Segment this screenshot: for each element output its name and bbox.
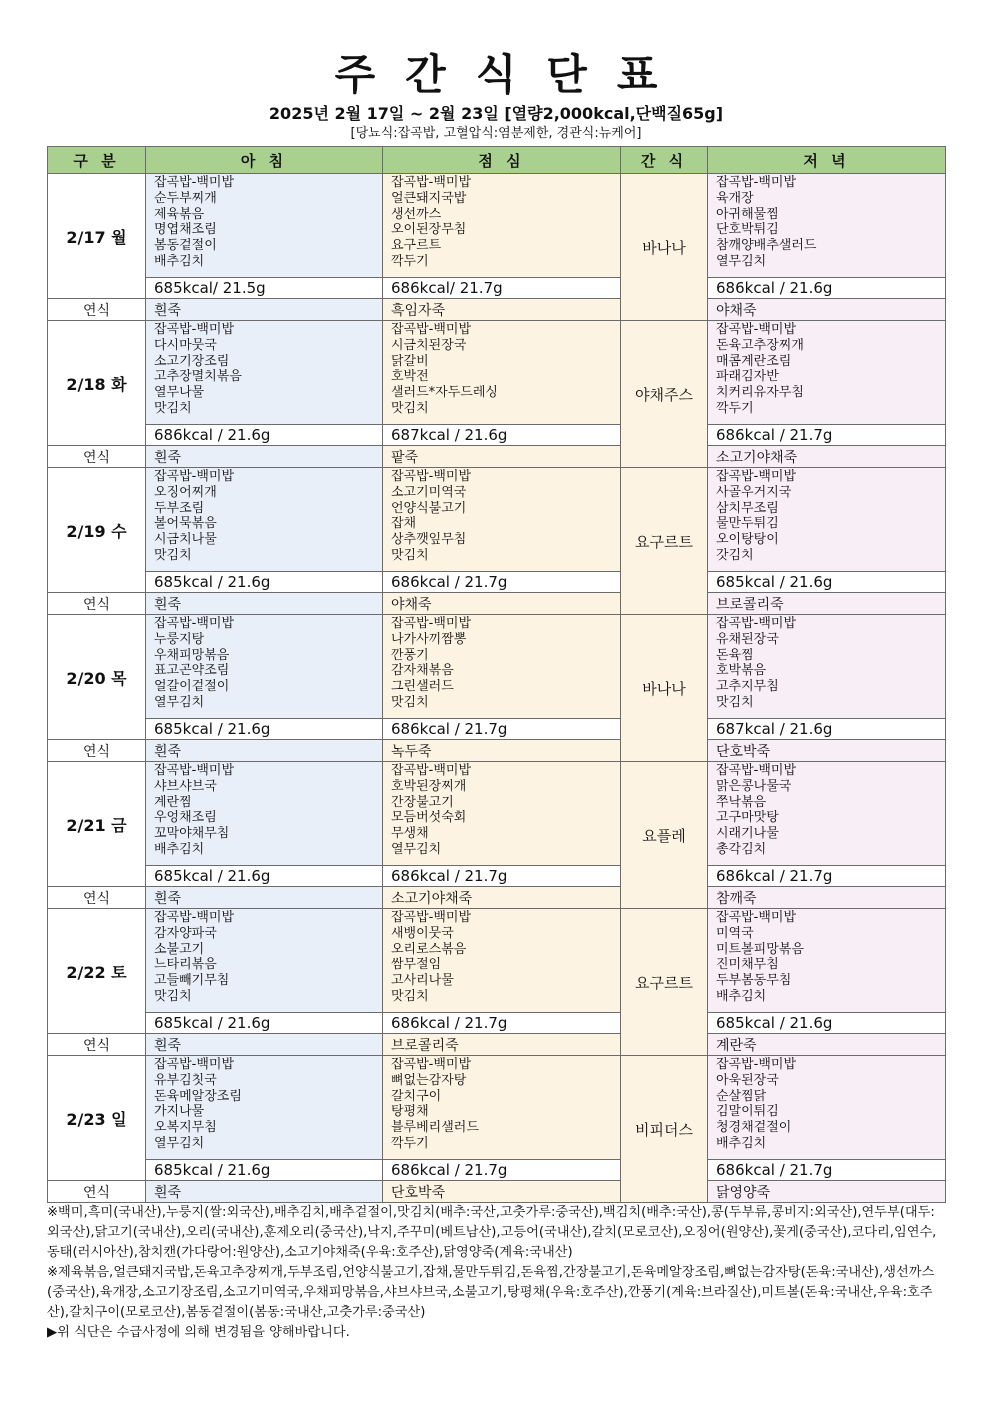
dinner-items — [708, 1056, 946, 1160]
dinner-kcal: 685kcal / 21.6g — [708, 1013, 946, 1034]
menu-item: 누룽지탕 — [154, 631, 205, 647]
lunch-soft: 녹두죽 — [383, 740, 621, 762]
menu-item: 열무나물 — [154, 385, 205, 401]
menu-item: 미역국 — [716, 925, 754, 941]
menu-item: 돈육고추장찌개 — [716, 337, 804, 353]
menu-item: 샐러드*자두드레싱 — [391, 385, 498, 401]
menu-item: 열무김치 — [391, 841, 442, 857]
dinner-soft: 소고기야채죽 — [708, 446, 946, 468]
menu-item: 맑은콩나물국 — [716, 778, 792, 794]
dinner-items — [708, 909, 946, 1013]
menu-item: 시금치된장국 — [391, 337, 467, 353]
dinner-kcal: 686kcal / 21.7g — [708, 1160, 946, 1181]
menu-item: 잡곡밥-백미밥 — [154, 763, 235, 778]
origin-note-1: ※백미,흑미(국내산),누룽지(쌀:외국산),배추김치,배추겉절이,맛김치(배추:국산,고춧가루:중국산),백김치(배추:국산),콩(두부류,콩비지:외국산),연두부(대두:외국산),닭고기(국내산),오리(국내산),훈제오리(중국산),낙지,주꾸미(베트남산),고등어(국내산),갈치(모로코산),오징어(원양산),꽃게(중국산),코다리,임연수,동태(러시아산),참치캔(가다랑어:원양산),소고기야채죽(우육:호주산),닭영양죽(계육:국내산) — [47, 1205, 937, 1260]
lunch-items — [383, 909, 621, 1013]
menu-item: 모듬버섯숙회 — [391, 810, 467, 826]
menu-item: 시금치나물 — [154, 532, 217, 548]
period-subtitle: 2025년 2월 17일 ~ 2월 23일 [열량2,000kcal,단백질65g] — [268, 104, 724, 123]
breakfast-kcal: 685kcal / 21.6g — [146, 572, 383, 593]
menu-item: 그린샐러드 — [391, 679, 454, 695]
day-menu-row — [48, 468, 946, 572]
menu-item: 단호박튀김 — [716, 222, 779, 238]
menu-item: 소고기미역국 — [391, 484, 467, 500]
menu-item: 생선까스 — [391, 206, 442, 222]
menu-item: 잡곡밥-백미밥 — [154, 1057, 235, 1072]
dinner-kcal: 686kcal / 21.7g — [708, 425, 946, 446]
menu-item: 맛김치 — [154, 988, 192, 1004]
menu-item: 맛김치 — [391, 400, 429, 416]
menu-item: 오징어찌개 — [154, 484, 217, 500]
menu-item: 닭갈비 — [391, 353, 429, 369]
dinner-soft: 단호박죽 — [708, 740, 946, 762]
menu-table — [47, 146, 946, 1203]
dinner-items — [708, 321, 946, 425]
day-kcal-row — [48, 866, 946, 887]
menu-item: 상추깻잎무침 — [391, 532, 467, 548]
header-row — [48, 147, 946, 174]
dinner-items — [708, 468, 946, 572]
menu-item: 잡곡밥-백미밥 — [716, 1057, 797, 1072]
lunch-items — [383, 468, 621, 572]
menu-item: 깐풍기 — [391, 647, 429, 663]
breakfast-kcal: 685kcal/ 21.5g — [146, 278, 383, 299]
dinner-kcal: 687kcal / 21.6g — [708, 719, 946, 740]
menu-item: 새뱅이뭇국 — [391, 925, 454, 941]
breakfast-kcal: 685kcal / 21.6g — [146, 866, 383, 887]
dinner-kcal: 685kcal / 21.6g — [708, 572, 946, 593]
menu-item: 맛김치 — [716, 694, 754, 710]
menu-item: 잡곡밥-백미밥 — [716, 469, 797, 484]
header-lunch: 점 심 — [383, 147, 621, 174]
diet-note: [당뇨식:잡곡밥, 고혈압식:염분제한, 경관식:뉴케어] — [350, 126, 642, 141]
menu-item: 오복지무침 — [154, 1120, 217, 1136]
breakfast-soft: 흰죽 — [146, 740, 383, 762]
breakfast-items — [146, 1056, 383, 1160]
soft-diet-label: 연식 — [48, 887, 146, 909]
lunch-soft: 단호박죽 — [383, 1181, 621, 1203]
menu-item: 고구마맛탕 — [716, 810, 779, 826]
menu-item: 고들빼기무침 — [154, 973, 230, 989]
menu-item: 삼치무조림 — [716, 500, 779, 516]
origin-note-2: ※제육볶음,얼큰돼지국밥,돈육고추장찌개,두부조림,언양식불고기,잡채,물만두튀김,돈육찜,간장불고기,돈육메알장조림,뼈없는감자탕(돈육:국내산),생선까스(중국산),육개장,소고기장조림,소고기미역국,우채피망볶음,샤브샤브국,소불고기,탕평채(우육:호주산),깐풍기(계육:브라질산),미트볼(돈육:국내산,우육:호주산),갈치구이(모로코산),봄동겉절이(봄동:국내산,고춧가루:중국산) — [47, 1265, 935, 1320]
menu-item: 다시마뭇국 — [154, 337, 217, 353]
menu-item: 치커리유자무침 — [716, 385, 804, 401]
menu-item: 열무김치 — [154, 694, 205, 710]
menu-item: 뼈없는감자탕 — [391, 1072, 467, 1088]
day-kcal-row — [48, 278, 946, 299]
menu-item: 잡곡밥-백미밥 — [154, 175, 235, 190]
snack-item: 요구르트 — [621, 909, 708, 1056]
breakfast-kcal: 686kcal / 21.6g — [146, 425, 383, 446]
dinner-kcal: 686kcal / 21.6g — [708, 278, 946, 299]
menu-item: 배추김치 — [716, 988, 767, 1004]
lunch-soft: 흑임자죽 — [383, 299, 621, 321]
menu-item: 맛김치 — [154, 547, 192, 563]
menu-item: 가지나물 — [154, 1104, 205, 1120]
snack-item: 야채주스 — [621, 321, 708, 468]
menu-item: 순두부찌개 — [154, 190, 217, 206]
day-label: 2/20 목 — [48, 615, 146, 740]
menu-item: 잡곡밥-백미밥 — [154, 469, 235, 484]
menu-item: 느타리볶음 — [154, 957, 217, 973]
breakfast-soft: 흰죽 — [146, 593, 383, 615]
menu-item: 돈육메알장조림 — [154, 1088, 242, 1104]
dinner-kcal: 686kcal / 21.7g — [708, 866, 946, 887]
menu-item: 진미채무침 — [716, 957, 779, 973]
menu-item: 순살찜닭 — [716, 1088, 767, 1104]
day-kcal-row — [48, 425, 946, 446]
day-menu-row — [48, 321, 946, 425]
breakfast-soft: 흰죽 — [146, 446, 383, 468]
header-snack: 간 식 — [621, 147, 708, 174]
dinner-soft: 브로콜리죽 — [708, 593, 946, 615]
breakfast-kcal: 685kcal / 21.6g — [146, 1160, 383, 1181]
menu-item: 미트볼피망볶음 — [716, 941, 804, 957]
day-kcal-row — [48, 1013, 946, 1034]
day-soft-row — [48, 1034, 946, 1056]
menu-item: 물만두튀김 — [716, 516, 779, 532]
snack-item: 비피더스 — [621, 1056, 708, 1203]
soft-diet-label: 연식 — [48, 446, 146, 468]
menu-item: 간장불고기 — [391, 794, 454, 810]
menu-item: 우채피망볶음 — [154, 647, 230, 663]
breakfast-kcal: 685kcal / 21.6g — [146, 719, 383, 740]
menu-item: 얼갈이겉절이 — [154, 679, 230, 695]
lunch-kcal: 687kcal / 21.6g — [383, 425, 621, 446]
menu-item: 맛김치 — [391, 988, 429, 1004]
menu-item: 블루베리샐러드 — [391, 1120, 479, 1136]
menu-item: 잡곡밥-백미밥 — [716, 910, 797, 925]
day-soft-row — [48, 446, 946, 468]
lunch-soft: 소고기야채죽 — [383, 887, 621, 909]
menu-item: 탕평채 — [391, 1104, 429, 1120]
menu-item: 육개장 — [716, 190, 754, 206]
menu-item: 표고곤약조림 — [154, 663, 230, 679]
menu-item: 잡곡밥-백미밥 — [716, 175, 797, 190]
menu-item: 잡곡밥-백미밥 — [716, 322, 797, 337]
menu-item: 잡채 — [391, 516, 417, 532]
footer-notes — [47, 1203, 945, 1343]
day-menu-row — [48, 615, 946, 719]
lunch-kcal: 686kcal / 21.7g — [383, 1160, 621, 1181]
dinner-soft: 참깨죽 — [708, 887, 946, 909]
snack-item: 바나나 — [621, 615, 708, 762]
menu-item: 고추지무침 — [716, 679, 779, 695]
day-label: 2/19 수 — [48, 468, 146, 593]
header-breakfast: 아 침 — [146, 147, 383, 174]
day-label: 2/17 월 — [48, 174, 146, 299]
menu-item: 쌈무절임 — [391, 957, 442, 973]
menu-item: 나가사끼짬뽕 — [391, 631, 467, 647]
snack-item: 바나나 — [621, 174, 708, 321]
day-label: 2/23 일 — [48, 1056, 146, 1181]
menu-item: 요구르트 — [391, 238, 442, 254]
menu-item: 아욱된장국 — [716, 1072, 779, 1088]
menu-item: 사골우거지국 — [716, 484, 792, 500]
menu-item: 잡곡밥-백미밥 — [391, 910, 472, 925]
day-label: 2/21 금 — [48, 762, 146, 887]
dinner-soft: 야채죽 — [708, 299, 946, 321]
breakfast-items — [146, 615, 383, 719]
menu-item: 맛김치 — [154, 400, 192, 416]
menu-item: 호박된장찌개 — [391, 778, 467, 794]
snack-item: 요구르트 — [621, 468, 708, 615]
breakfast-soft: 흰죽 — [146, 1181, 383, 1203]
header-dinner: 저 녁 — [708, 147, 946, 174]
dinner-items — [708, 615, 946, 719]
soft-diet-label: 연식 — [48, 1034, 146, 1056]
menu-item: 명엽채조림 — [154, 222, 217, 238]
dinner-soft: 닭영양죽 — [708, 1181, 946, 1203]
day-menu-row — [48, 1056, 946, 1160]
day-label: 2/18 화 — [48, 321, 146, 446]
menu-item: 언양식불고기 — [391, 500, 467, 516]
menu-item: 매콤계란조림 — [716, 353, 792, 369]
lunch-items — [383, 762, 621, 866]
lunch-items — [383, 615, 621, 719]
menu-item: 잡곡밥-백미밥 — [154, 322, 235, 337]
day-kcal-row — [48, 1160, 946, 1181]
menu-item: 봄동겉절이 — [154, 238, 217, 254]
menu-item: 호박전 — [391, 369, 429, 385]
lunch-soft: 야채죽 — [383, 593, 621, 615]
menu-item: 고사리나물 — [391, 973, 454, 989]
lunch-kcal: 686kcal / 21.7g — [383, 866, 621, 887]
dinner-soft: 계란죽 — [708, 1034, 946, 1056]
menu-item: 돈육찜 — [716, 647, 754, 663]
menu-item: 참깨양배추샐러드 — [716, 238, 817, 254]
menu-item: 깍두기 — [716, 400, 754, 416]
menu-item: 쭈낙볶음 — [716, 794, 767, 810]
menu-item: 열무김치 — [154, 1135, 205, 1151]
day-soft-row — [48, 740, 946, 762]
menu-item: 갈치구이 — [391, 1088, 442, 1104]
lunch-kcal: 686kcal/ 21.7g — [383, 278, 621, 299]
snack-item: 요플레 — [621, 762, 708, 909]
menu-item: 유채된장국 — [716, 631, 779, 647]
menu-item: 두부조림 — [154, 500, 205, 516]
menu-item: 잡곡밥-백미밥 — [154, 910, 235, 925]
day-menu-row — [48, 762, 946, 866]
menu-item: 맛김치 — [391, 694, 429, 710]
day-soft-row — [48, 1181, 946, 1203]
menu-item: 두부봄동무침 — [716, 973, 792, 989]
breakfast-soft: 흰죽 — [146, 299, 383, 321]
dinner-items — [708, 174, 946, 278]
menu-item: 꼬막야채무침 — [154, 826, 230, 842]
menu-item: 감자양파국 — [154, 925, 217, 941]
lunch-items — [383, 174, 621, 278]
menu-item: 소고기장조림 — [154, 353, 230, 369]
breakfast-soft: 흰죽 — [146, 887, 383, 909]
menu-item: 오이탕탕이 — [716, 532, 779, 548]
lunch-items — [383, 1056, 621, 1160]
lunch-items — [383, 321, 621, 425]
day-kcal-row — [48, 572, 946, 593]
menu-item: 깍두기 — [391, 253, 429, 269]
menu-item: 파래김자반 — [716, 369, 779, 385]
menu-item: 오리로스볶음 — [391, 941, 467, 957]
menu-item: 깍두기 — [391, 1135, 429, 1151]
menu-item: 잡곡밥-백미밥 — [391, 763, 472, 778]
menu-item: 청경채겉절이 — [716, 1120, 792, 1136]
menu-item: 볼어묵볶음 — [154, 516, 217, 532]
menu-item: 배추김치 — [154, 841, 205, 857]
breakfast-items — [146, 762, 383, 866]
menu-item: 갓김치 — [716, 547, 754, 563]
menu-item: 잡곡밥-백미밥 — [391, 175, 472, 190]
header-category: 구 분 — [48, 147, 146, 174]
menu-item: 아귀해물찜 — [716, 206, 779, 222]
breakfast-items — [146, 468, 383, 572]
menu-item: 열무김치 — [716, 253, 767, 269]
menu-item: 배추김치 — [154, 253, 205, 269]
menu-item: 시래기나물 — [716, 826, 779, 842]
day-soft-row — [48, 887, 946, 909]
menu-item: 우엉채조림 — [154, 810, 217, 826]
day-label: 2/22 토 — [48, 909, 146, 1034]
menu-item: 잡곡밥-백미밥 — [154, 616, 235, 631]
menu-item: 김말이튀김 — [716, 1104, 779, 1120]
soft-diet-label: 연식 — [48, 299, 146, 321]
menu-item: 잡곡밥-백미밥 — [391, 616, 472, 631]
soft-diet-label: 연식 — [48, 593, 146, 615]
menu-item: 얼큰돼지국밥 — [391, 190, 467, 206]
breakfast-soft: 흰죽 — [146, 1034, 383, 1056]
dinner-items — [708, 762, 946, 866]
day-soft-row — [48, 593, 946, 615]
breakfast-items — [146, 174, 383, 278]
lunch-kcal: 686kcal / 21.7g — [383, 1013, 621, 1034]
menu-item: 샤브샤브국 — [154, 778, 217, 794]
day-menu-row — [48, 174, 946, 278]
menu-item: 잡곡밥-백미밥 — [716, 616, 797, 631]
lunch-kcal: 686kcal / 21.7g — [383, 572, 621, 593]
lunch-soft: 브로콜리죽 — [383, 1034, 621, 1056]
menu-item: 총각김치 — [716, 841, 767, 857]
menu-item: 잡곡밥-백미밥 — [391, 1057, 472, 1072]
page-title: 주간식단표 — [334, 50, 688, 99]
day-kcal-row — [48, 719, 946, 740]
menu-item: 감자채볶음 — [391, 663, 454, 679]
lunch-soft: 팥죽 — [383, 446, 621, 468]
menu-item: 배추김치 — [716, 1135, 767, 1151]
change-notice: ▶위 식단은 수급사정에 의해 변경됨을 양해바랍니다. — [47, 1325, 350, 1340]
breakfast-items — [146, 909, 383, 1013]
menu-item: 맛김치 — [391, 547, 429, 563]
lunch-kcal: 686kcal / 21.7g — [383, 719, 621, 740]
day-soft-row — [48, 299, 946, 321]
soft-diet-label: 연식 — [48, 740, 146, 762]
soft-diet-label: 연식 — [48, 1181, 146, 1203]
menu-item: 잡곡밥-백미밥 — [716, 763, 797, 778]
menu-item: 소불고기 — [154, 941, 205, 957]
breakfast-items — [146, 321, 383, 425]
menu-item: 유부김칫국 — [154, 1072, 217, 1088]
breakfast-kcal: 685kcal / 21.6g — [146, 1013, 383, 1034]
menu-item: 고추장멸치볶음 — [154, 369, 242, 385]
menu-item: 오이된장무침 — [391, 222, 467, 238]
menu-item: 계란찜 — [154, 794, 192, 810]
menu-item: 잡곡밥-백미밥 — [391, 322, 472, 337]
menu-item: 잡곡밥-백미밥 — [391, 469, 472, 484]
day-menu-row — [48, 909, 946, 1013]
menu-item: 제육볶음 — [154, 206, 205, 222]
menu-item: 호박볶음 — [716, 663, 767, 679]
menu-item: 무생채 — [391, 826, 429, 842]
